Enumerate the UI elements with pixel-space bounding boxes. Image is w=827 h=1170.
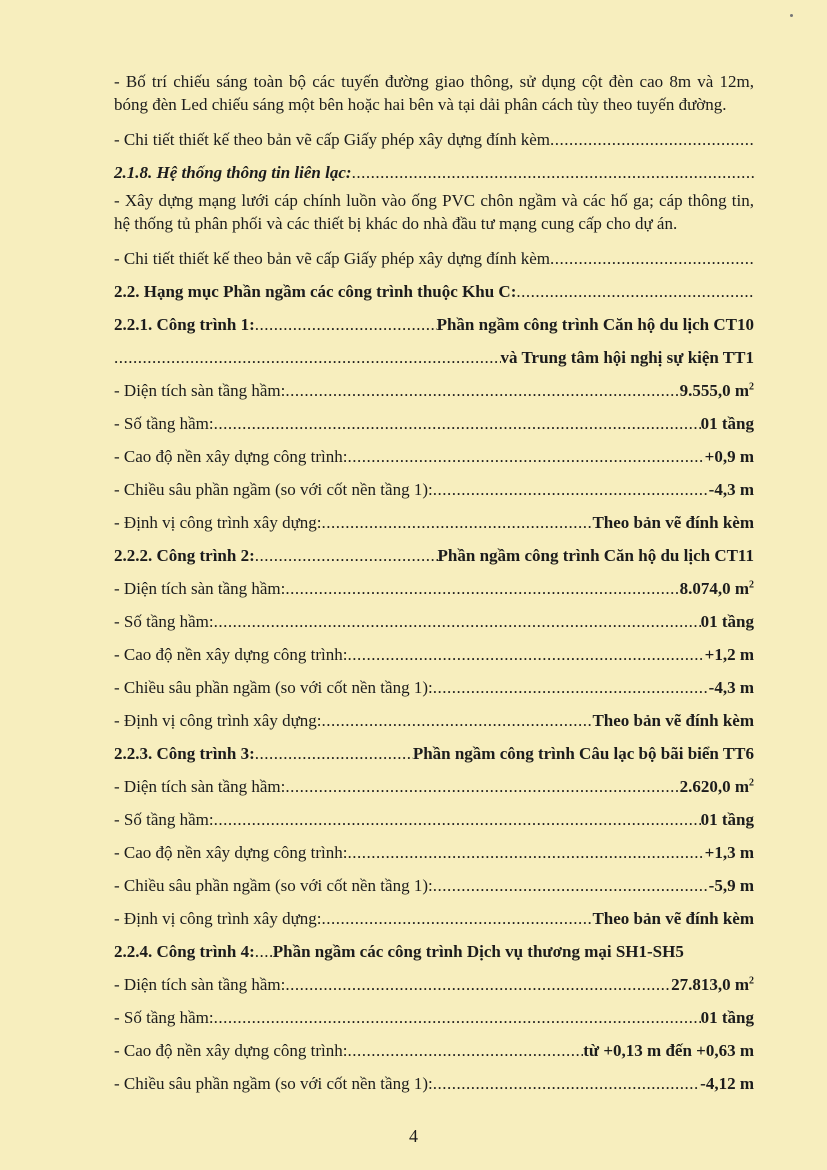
lighting-paragraph: - Bố trí chiếu sáng toàn bộ các tuyến đường giao thông, sử dụng cột đèn cao 8m và 12m, bóng đèn Led chiếu sáng một bên hoặc hai bên và tại dải phân cách tùy theo tuyến đường. [114, 72, 754, 114]
depth-row: - Chiều sâu phần ngầm (so với cốt nền tầng 1): ..... -4,3 m [114, 473, 754, 506]
area-row: - Diện tích sàn tầng hầm: ..... 9.555,0 $m^2$ [114, 374, 754, 407]
section-heading-2-1-8: 2.1.8. Hệ thống thông tin liên lạc: ..... [114, 156, 754, 189]
work-heading: 2.2.1. Công trình 1: ..... Phần ngầm công trình Căn hộ du lịch CT10 [114, 308, 754, 341]
floors-row: - Số tầng hầm: ..... 01 tầng [114, 803, 754, 836]
page-number: 4 [409, 1126, 418, 1146]
floors-row: - Số tầng hầm: ..... 01 tầng [114, 605, 754, 638]
area-row: - Diện tích sàn tầng hầm: ..... 2.620,0 $m^2$ [114, 770, 754, 803]
position-row: - Định vị công trình xây dựng: ..... Theo bản vẽ đính kèm [114, 506, 754, 539]
elevation-row: - Cao độ nền xây dựng công trình: ..... +1,2 m [114, 638, 754, 671]
work-heading-cont: ..... và Trung tâm hội nghị sự kiện TT1 [114, 341, 754, 374]
depth-row: - Chiều sâu phần ngầm (so với cốt nền tầng 1): ..... -4,12 m [114, 1067, 754, 1100]
area-row: - Diện tích sàn tầng hầm: ..... 8.074,0 $m^2$ [114, 572, 754, 605]
position-row: - Định vị công trình xây dựng: ..... Theo bản vẽ đính kèm [114, 902, 754, 935]
detail-line: - Chi tiết thiết kế theo bản vẽ cấp Giấy phép xây dựng đính kèm ..... [114, 242, 754, 275]
floors-row: - Số tầng hầm: ..... 01 tầng [114, 407, 754, 440]
floors-row: - Số tầng hầm: ..... 01 tầng [114, 1001, 754, 1034]
elevation-row: - Cao độ nền xây dựng công trình: ..... từ +0,13 m đến +0,63 m [114, 1034, 754, 1067]
elevation-row: - Cao độ nền xây dựng công trình: ..... +1,3 m [114, 836, 754, 869]
elevation-row: - Cao độ nền xây dựng công trình: ..... +0,9 m [114, 440, 754, 473]
detail-line: - Chi tiết thiết kế theo bản vẽ cấp Giấy phép xây dựng đính kèm ..... [114, 123, 754, 156]
depth-row: - Chiều sâu phần ngầm (so với cốt nền tầng 1): ..... -4,3 m [114, 671, 754, 704]
position-row: - Định vị công trình xây dựng: ..... Theo bản vẽ đính kèm [114, 704, 754, 737]
area-row: - Diện tích sàn tầng hầm: ..... 27.813,0 $m^2$ [114, 968, 754, 1001]
scan-speck [790, 14, 793, 17]
section-heading-2-2: 2.2. Hạng mục Phần ngầm các công trình thuộc Khu C: ..... [114, 275, 754, 308]
work-heading: 2.2.3. Công trình 3: ..... Phần ngầm công trình Câu lạc bộ bãi biển TT6 [114, 737, 754, 770]
page-content [114, 70, 754, 1100]
depth-row: - Chiều sâu phần ngầm (so với cốt nền tầng 1): ..... -5,9 m [114, 869, 754, 902]
work-heading: 2.2.4. Công trình 4: ..... Phần ngầm các công trình Dịch vụ thương mại SH1-SH5 [114, 935, 754, 968]
work-heading: 2.2.2. Công trình 2: ..... Phần ngầm công trình Căn hộ du lịch CT11 [114, 539, 754, 572]
telecom-paragraph: - Xây dựng mạng lưới cáp chính luồn vào ống PVC chôn ngầm và các hố ga; cáp thông tin, hệ thống tủ phân phối và các thiết bị khác do nhà đầu tư mạng cung cấp cho dự án. [114, 191, 754, 233]
